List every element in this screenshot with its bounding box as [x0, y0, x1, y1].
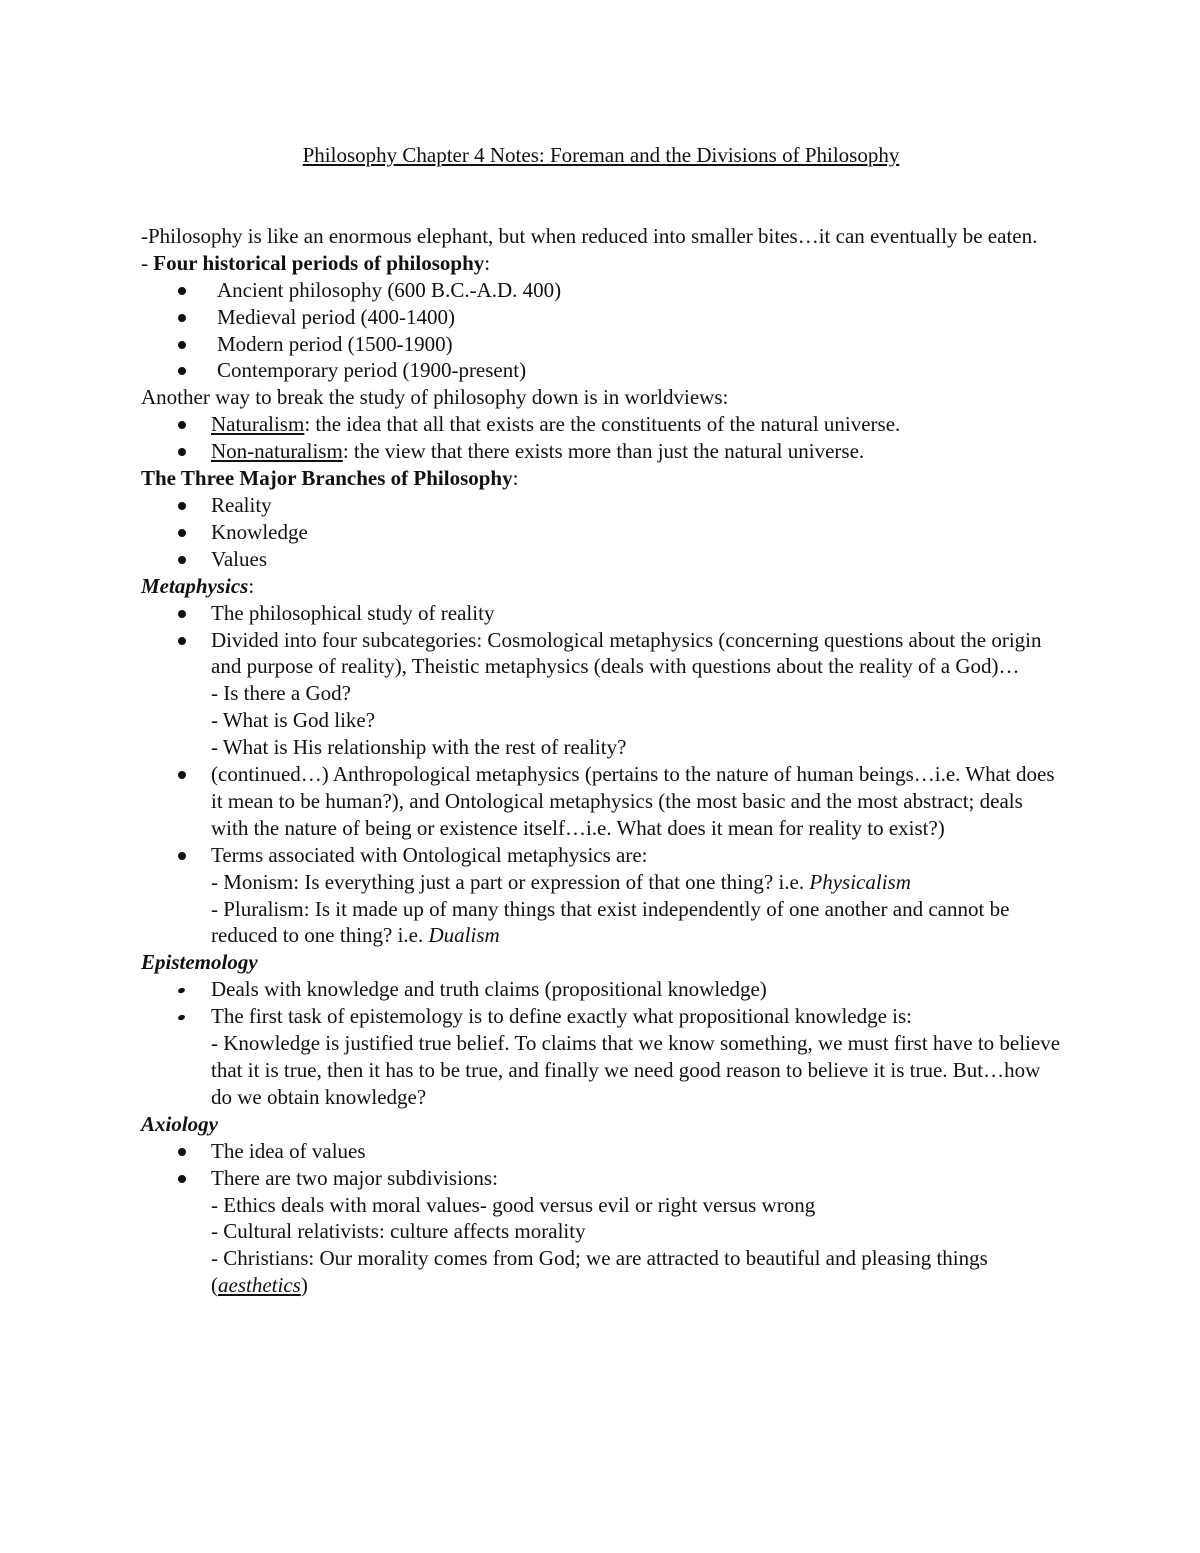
sub-item: - What is God like? [211, 708, 376, 733]
list-item [141, 438, 1061, 465]
sub-item: - Cultural relativists: culture affects morality [211, 1219, 586, 1244]
list-item: Values [141, 546, 1061, 573]
aesthetics-term: aesthetics [218, 1273, 301, 1298]
periods-colon: : [484, 250, 491, 275]
axiology-heading: Axiology [141, 1111, 218, 1136]
list-item: Modern period (1500-1900) [141, 331, 1061, 358]
list-item [141, 1003, 1061, 1111]
pluralism-text: - Pluralism: Is it made up of many things that exist independently of one another and cannot be reduced to one thing? i.e. [211, 896, 1010, 948]
list-item: The idea of values [141, 1138, 1061, 1165]
close-paren: ) [300, 1273, 308, 1298]
metaphysics-colon: : [248, 573, 255, 598]
sub-item-pluralism [211, 896, 1061, 950]
sub-item: - Is there a God? [211, 681, 351, 706]
worldviews-intro: Another way to break the study of philosophy down is in worldviews: [141, 385, 729, 410]
periods-heading: Four historical periods of philosophy [153, 250, 485, 275]
sub-item: - Knowledge is justified true belief. To claims that we know something, we must first have to believe that it is true, then it has to be true, and finally we need good reason to believe it is true. But…how do we obtain knowledge? [211, 1031, 1061, 1109]
branches-colon: : [512, 466, 519, 491]
metaphysics-heading-line [141, 573, 1061, 600]
list-item: Reality [141, 492, 1061, 519]
epistemology-heading: Epistemology [141, 950, 258, 975]
periods-heading-line [141, 250, 1061, 277]
christians-text: - Christians: Our morality comes from God; we are attracted to beautiful and pleasing things ( [211, 1246, 988, 1298]
list-item-text: The first task of epistemology is to define exactly what propositional knowledge is: [211, 1004, 913, 1029]
branches-list [141, 492, 1061, 573]
periods-list [141, 277, 1061, 385]
worldview-text: : the idea that all that exists are the constituents of the natural universe. [304, 412, 901, 437]
branches-heading-line [141, 465, 1061, 492]
list-item: Contemporary period (1900-present) [141, 357, 1061, 384]
list-item: Deals with knowledge and truth claims (propositional knowledge) [141, 976, 1061, 1003]
page-title: Philosophy Chapter 4 Notes: Foreman and the Divisions of Philosophy [302, 143, 900, 167]
monism-example: Physicalism [809, 869, 911, 894]
list-item [141, 1165, 1061, 1300]
metaphysics-list [141, 600, 1061, 950]
axiology-list [141, 1138, 1061, 1299]
branches-heading: The Three Major Branches of Philosophy [141, 466, 513, 491]
list-item: Ancient philosophy (600 B.C.-A.D. 400) [141, 277, 1061, 304]
list-item [141, 411, 1061, 438]
worldview-text: : the view that there exists more than just the natural universe. [342, 439, 865, 464]
list-item [141, 842, 1061, 950]
sub-item-monism [211, 869, 1061, 896]
list-item: Medieval period (400-1400) [141, 304, 1061, 331]
list-item: (continued…) Anthropological metaphysics (pertains to the nature of human beings…i.e. What does it mean to be human?), and Ontological metaphysics (the most basic and the most abstract; deals with the nature of being or existence itself…i.e. What does it mean for reality to exist?) [141, 761, 1061, 842]
list-item-text: Terms associated with Ontological metaphysics are: [211, 842, 648, 867]
intro-paragraph: -Philosophy is like an enormous elephant, but when reduced into smaller bites…it can eventually be eaten. [141, 223, 1038, 248]
list-item-text: Divided into four subcategories: Cosmological metaphysics (concerning questions about the origin and purpose of reality), Theistic metaphysics (deals with questions about the reality of a God)… [211, 627, 1042, 679]
list-item: Knowledge [141, 519, 1061, 546]
sub-item: - Ethics deals with moral values- good versus evil or right versus wrong [211, 1192, 816, 1217]
sub-item: - What is His relationship with the rest of reality? [211, 735, 627, 760]
list-item [141, 627, 1061, 762]
list-item-text: There are two major subdivisions: [211, 1165, 498, 1190]
worldviews-list [141, 411, 1061, 465]
worldview-term: Non-naturalism [211, 439, 343, 464]
periods-prefix: - [141, 250, 154, 275]
worldview-term: Naturalism [211, 412, 305, 437]
sub-item-christians [211, 1245, 1061, 1299]
epistemology-list [141, 976, 1061, 1111]
metaphysics-heading: Metaphysics [141, 573, 249, 598]
monism-text: - Monism: Is everything just a part or expression of that one thing? i.e. [211, 869, 810, 894]
pluralism-example: Dualism [428, 923, 500, 948]
list-item: The philosophical study of reality [141, 600, 1061, 627]
document-page [141, 142, 1061, 1299]
